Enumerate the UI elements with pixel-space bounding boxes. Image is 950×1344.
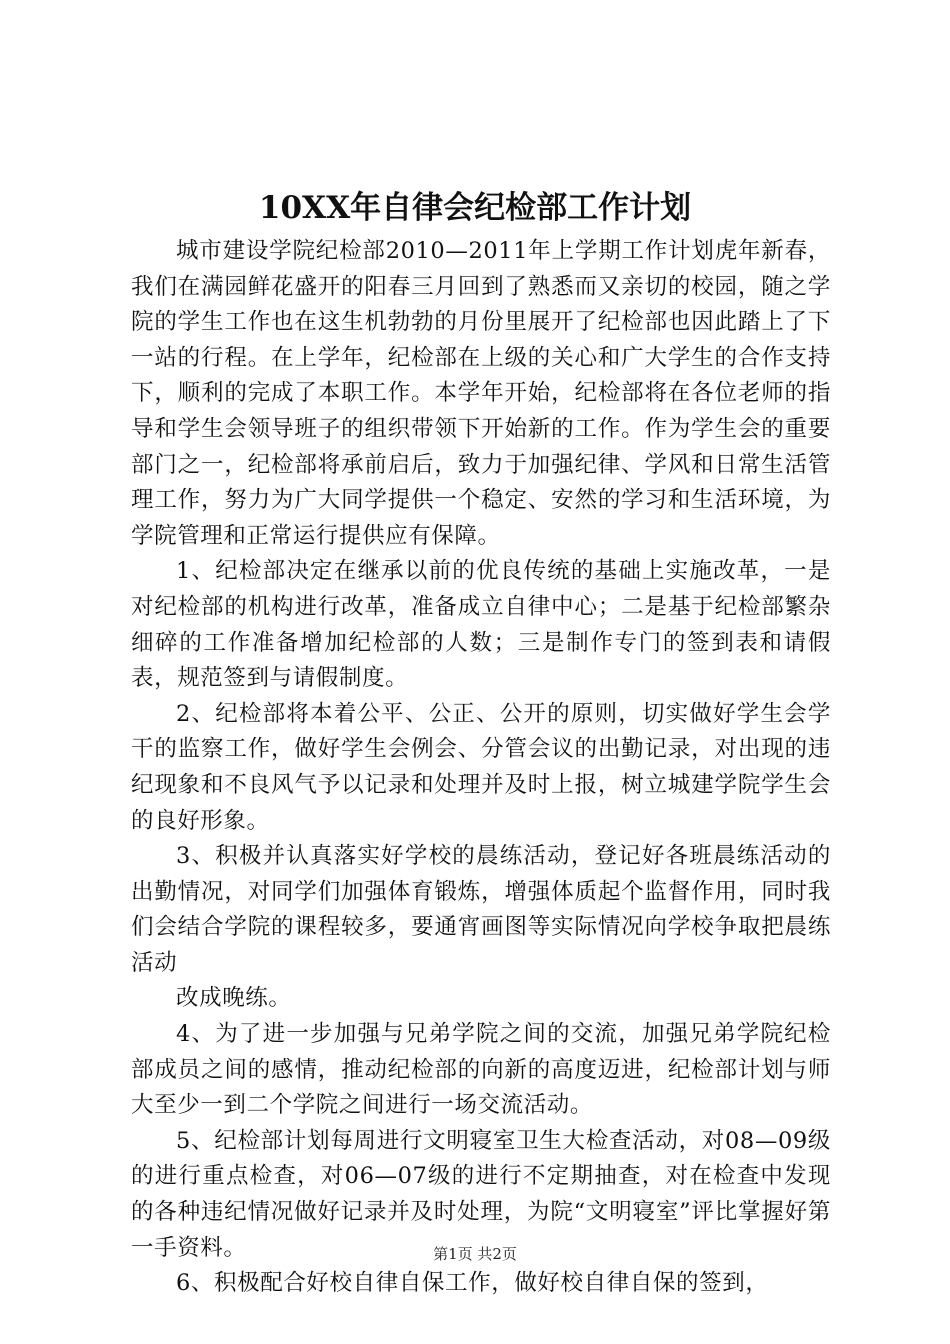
paragraph-item-1: 1、纪检部决定在继承以前的优良传统的基础上实施改革，一是对纪检部的机构进行改革，准备成立自律中心；二是基于纪检部繁杂细碎的工作准备增加纪检部的人数；三是制作专门的签到表和请假表，规范签到与请假制度。 bbox=[131, 558, 831, 692]
page-number-footer: 第1页 共2页 bbox=[433, 1245, 517, 1263]
document-title: 10XX年自律会纪检部工作计划 bbox=[258, 190, 692, 226]
document-body bbox=[131, 234, 831, 1302]
paragraph-item-3: 3、积极并认真落实好学校的晨练活动，登记好各班晨练活动的出勤情况，对同学们加强体育锻炼，增强体质起个监督作用，同时我们会结合学院的课程较多，要通宵画图等实际情况向学校争取把晨练活动 bbox=[131, 843, 831, 976]
paragraph-item-5: 5、纪检部计划每周进行文明寝室卫生大检查活动，对08—09级的进行重点检查，对06—07级的进行不定期抽查，对在检查中发现的各种违纪情况做好记录并及时处理，为院“文明寝室”评比掌握好第一手资料。 bbox=[131, 1127, 831, 1261]
paragraph-item-6: 6、积极配合好校自律自保工作，做好校自律自保的签到， bbox=[176, 1270, 769, 1297]
paragraph-item-3-continued: 改成晚练。 bbox=[176, 985, 292, 1012]
paragraph-intro: 城市建设学院纪检部2010—2011年上学期工作计划虎年新春，我们在满园鲜花盛开的阳春三月回到了熟悉而又亲切的校园，随之学院的学生工作也在这生机勃勃的月份里展开了纪检部也因此踏上了下一站的行程。在上学年，纪检部在上级的关心和广大学生的合作支持下，顺利的完成了本职工作。本学年开始，纪检部将在各位老师的指导和学生会领导班子的组织带领下开始新的工作。作为学生会的重要部门之一，纪检部将承前启后，致力于加强纪律、学风和日常生活管理工作，努力为广大同学提供一个稳定、安然的学习和生活环境，为学院管理和正常运行提供应有保障。 bbox=[131, 238, 831, 549]
paragraph-item-4: 4、为了进一步加强与兄弟学院之间的交流，加强兄弟学院纪检部成员之间的感情，推动纪检部的向新的高度迈进，纪检部计划与师大至少一到二个学院之间进行一场交流活动。 bbox=[131, 1021, 831, 1119]
paragraph-item-2: 2、纪检部将本着公平、公正、公开的原则，切实做好学生会学干的监察工作，做好学生会例会、分管会议的出勤记录，对出现的违纪现象和不良风气予以记录和处理并及时上报，树立城建学院学生会的良好形象。 bbox=[131, 700, 831, 834]
